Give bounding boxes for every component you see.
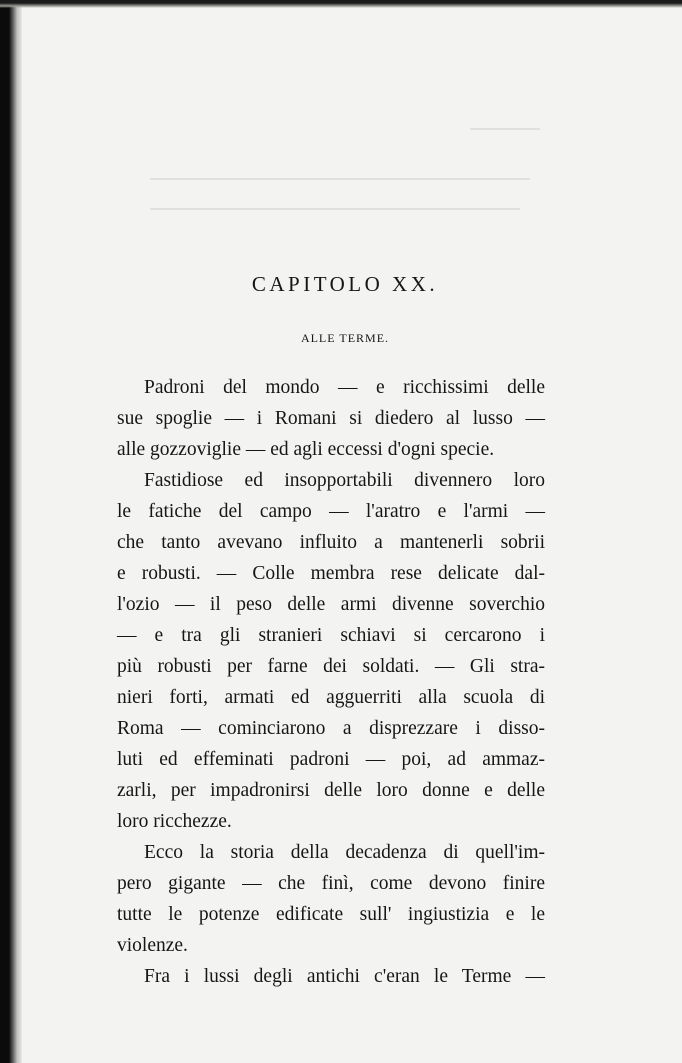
chapter-title: CAPITOLO XX. [251,272,439,296]
text-line: Padroni del mondo — e ricchissimi delle [144,377,545,398]
text-line: sue spoglie — i Romani si diedero al lusso — [117,408,545,429]
body-text [117,372,545,992]
text-line: nieri forti, armati ed agguerriti alla scuola di [117,687,545,708]
text-line: loro ricchezze. [117,811,232,832]
text-line: le fatiche del campo — l'aratro e l'armi — [117,501,545,522]
text-line: alle gozzoviglie — ed agli eccessi d'ogni specie. [117,439,495,460]
show-through-mark [470,128,540,130]
text-line: — e tra gli stranieri schiavi si cercarono i [117,625,545,646]
text-line: e robusti. — Colle membra rese delicate dal- [117,563,545,584]
text-line: violenze. [117,935,188,956]
text-line: Fastidiose ed insopportabili divennero loro [144,470,545,491]
text-line: Ecco la storia della decadenza di quell'im- [144,842,545,863]
text-line: Fra i lussi degli antichi c'eran le Terme — [144,966,545,987]
text-line: l'ozio — il peso delle armi divenne soverchio [117,594,545,615]
binding-shadow [0,0,22,1063]
text-line: zarli, per impadronirsi delle loro donne e delle [117,780,545,801]
show-through-mark [150,178,530,180]
text-line: luti ed effeminati padroni — poi, ad ammaz- [117,749,545,770]
show-through-mark [150,208,520,210]
text-line: tutte le potenze edificate sull' ingiustizia e le [117,904,545,925]
top-edge-shadow [0,0,682,8]
text-line: che tanto avevano influito a mantenerli sobrii [117,532,545,553]
text-line: pero gigante — che finì, come devono finire [117,873,545,894]
text-line: più robusti per farne dei soldati. — Gli stra- [117,656,545,677]
text-line: Roma — cominciarono a disprezzare i disso- [117,718,545,739]
chapter-subtitle: ALLE TERME. [300,331,390,345]
